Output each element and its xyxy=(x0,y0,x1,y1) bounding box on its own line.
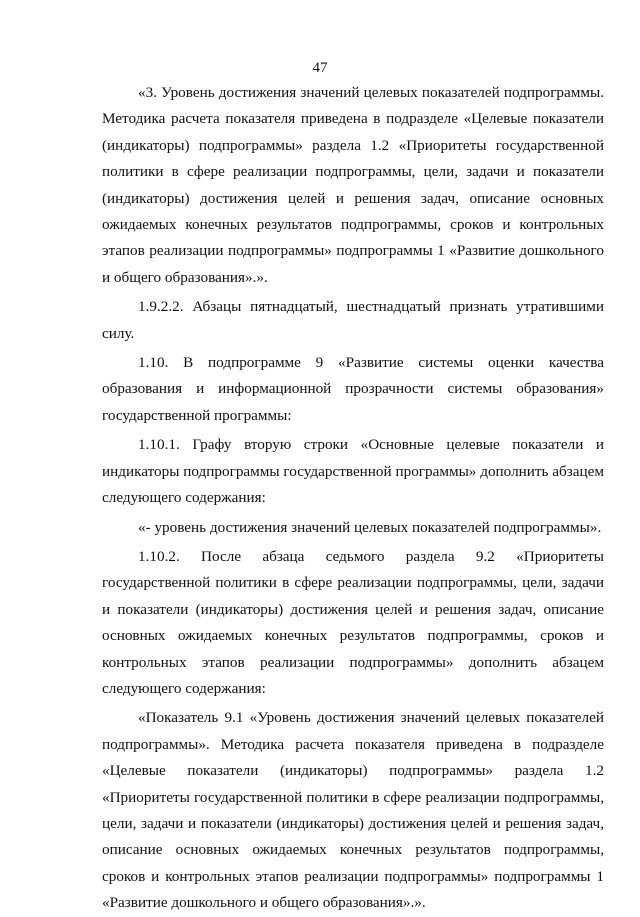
paragraph-1-10-1: 1.10.1. Графу вторую строки «Основные целевые показатели и индикаторы подпрограммы государственной программы» дополнить абзацем следующего содержания: xyxy=(102,436,604,507)
page-number: 47 xyxy=(312,60,328,76)
paragraph-1-10: 1.10. В подпрограмме 9 «Развитие системы оценки качества образования и информационной прозрачности системы образования» государственной программы: xyxy=(102,354,604,424)
paragraph-indicator-3: «3. Уровень достижения значений целевых показателей подпрограммы. Методика расчета показателя приведена в подразделе «Целевые показатели (индикаторы) подпрограммы» раздела 1.2 «Приоритеты государственной политики в сфере реализации подпрограммы, цели, задачи и показатели (индикаторы) достижения целей и решения задач, описание основных ожидаемых конечных результатов подпрограммы, сроков и контрольных этапов реализации подпрограммы» подпрограммы 1 «Развитие дошкольного и общего образования».». xyxy=(102,84,604,286)
document-body xyxy=(102,80,604,917)
paragraph-indicator-9-1: «Показатель 9.1 «Уровень достижения значений целевых показателей подпрограммы». Методика расчета показателя приведена в подразделе «Целевые показатели (индикаторы) подпрограммы» раздела 1.2 «Приоритеты государственной политики в сфере реализации подпрограммы, цели, задачи и показатели (индикаторы) достижения целей и решения задач, описание основных ожидаемых конечных результатов подпрограммы, сроков и контрольных этапов реализации подпрограммы» подпрограммы 1 «Развитие дошкольного и общего образования».». xyxy=(102,709,604,912)
paragraph-quoted-item: «- уровень достижения значений целевых показателей подпрограммы». xyxy=(138,518,602,536)
paragraph-1-9-2-2: 1.9.2.2. Абзацы пятнадцатый, шестнадцатый признать утратившими силу. xyxy=(102,298,604,342)
paragraph-1-10-2: 1.10.2. После абзаца седьмого раздела 9.2 «Приоритеты государственной политики в сфере реализации подпрограммы, цели, задачи и показатели (индикаторы) достижения целей и решения задач, описание основных ожидаемых конечных результатов подпрограммы, сроков и контрольных этапов реализации подпрограммы» дополнить абзацем следующего содержания: xyxy=(102,547,604,697)
